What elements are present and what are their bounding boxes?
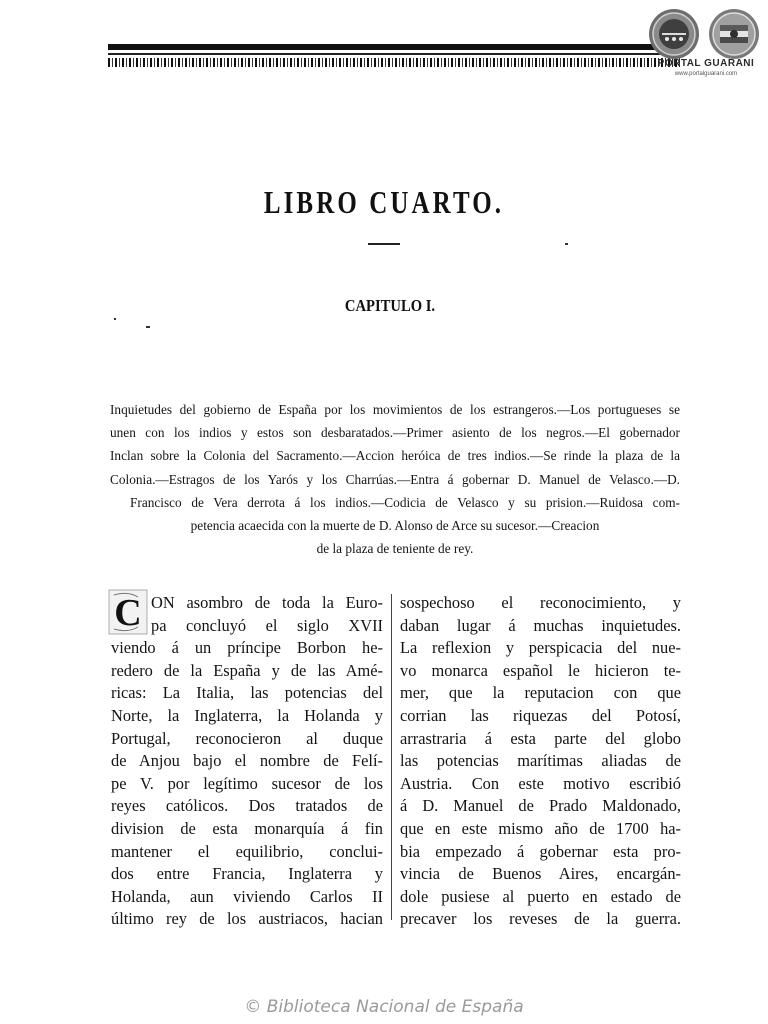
logo-caption: PORTAL GUARANI xyxy=(657,58,755,69)
body-line: daban lugar á muchas inquietudes. xyxy=(400,615,681,635)
body-line: dos entre Francia, Inglaterra y xyxy=(111,864,383,884)
column-divider xyxy=(391,594,392,920)
summary-line: de la plaza de teniente de rey. xyxy=(316,541,474,557)
body-line: Austria. Con este motivo escribió xyxy=(400,773,681,793)
body-line: último rey de los austriacos, hacian xyxy=(111,909,383,929)
body-line: vincia de Buenos Aires, encargán- xyxy=(400,864,681,884)
summary-line: Francisco de Vera derrota á los indios.—Codicia de Velasco y su prision.—Ruidosa com- xyxy=(130,494,680,510)
print-speck xyxy=(114,318,116,320)
body-line: de Anjou bajo el nombre de Felí- xyxy=(111,751,383,771)
body-line: corrian las riquezas del Potosí, xyxy=(400,705,681,725)
body-line: pa concluyó el siglo XVII xyxy=(151,615,383,635)
body-line: Norte, la Inglaterra, la Holanda y xyxy=(111,705,383,725)
chapter-title: CAPITULO I. xyxy=(344,296,436,315)
header-rule-thin xyxy=(108,53,680,55)
paraguay-seal-logo xyxy=(708,8,760,60)
body-line: reyes católicos. Dos tratados de xyxy=(111,796,383,816)
body-line: las potencias marítimas aliadas de xyxy=(400,751,681,771)
summary-line: petencia acaecida con la muerte de D. Alonso de Arce su sucesor.—Creacion xyxy=(190,518,600,534)
print-speck xyxy=(146,326,150,328)
body-line: viendo á un príncipe Borbon he- xyxy=(111,638,383,658)
chapter-summary xyxy=(110,398,680,560)
header-rule-thick xyxy=(108,44,680,50)
body-line: dole pusiese al puerto en estado de xyxy=(400,886,681,906)
body-line: precaver los reveses de la guerra. xyxy=(400,909,681,929)
portal-guarani-seal-logo xyxy=(648,8,700,60)
logo-url: www.portalguarani.com xyxy=(674,71,738,77)
body-line: redero de la España y de las Amé- xyxy=(111,660,383,680)
title-divider xyxy=(368,243,400,245)
right-text-column xyxy=(400,592,681,931)
book-title: LIBRO CUARTO. xyxy=(263,184,505,220)
body-line: La reflexion y perspicacia del nue- xyxy=(400,638,681,658)
body-line: Portugal, reconocieron al duque xyxy=(111,728,383,748)
body-line: division de esta monarquía á fin xyxy=(111,818,383,838)
header-ornamental-rule xyxy=(108,44,680,70)
header-rule-pattern xyxy=(108,58,680,67)
body-line: ON asombro de toda la Euro- xyxy=(151,593,383,612)
body-line: bia empezado á gobernar esta pro- xyxy=(400,841,681,861)
summary-line: Inclan sobre la Colonia del Sacramento.—Accion heróica de tres indios.—Se rinde la plaza de la xyxy=(110,448,680,464)
summary-line: Inquietudes del gobierno de España por los movimientos de los estrangeros.—Los portugueses se xyxy=(110,402,680,417)
body-line: ricas: La Italia, las potencias del xyxy=(111,683,383,703)
body-line: que en este mismo año de 1700 ha- xyxy=(400,818,681,838)
summary-line: Colonia.—Estragos de los Yarós y los Charrúas.—Entra á gobernar D. Manuel de Velasco.—D. xyxy=(110,471,680,487)
library-watermark-footer: © Biblioteca Nacional de España xyxy=(244,997,524,1017)
drop-cap-letter: C xyxy=(114,592,142,634)
body-line: mantener el equilibrio, conclui- xyxy=(111,841,383,861)
body-line: sospechoso el reconocimiento, y xyxy=(400,593,681,612)
body-line: vo monarca español le hicieron te- xyxy=(400,660,681,680)
summary-line: unen con los indios y estos son desbaratados.—Primer asiento de los negros.—El gobernador xyxy=(110,425,680,441)
body-line: mer, que la reputacion con que xyxy=(400,683,681,703)
print-speck xyxy=(565,243,568,245)
body-line: Holanda, aun viviendo Carlos II xyxy=(111,886,383,906)
body-line: arrastraria á esta parte del globo xyxy=(400,728,681,748)
body-line: pe V. por legítimo sucesor de los xyxy=(111,773,383,793)
left-text-column xyxy=(111,592,383,931)
body-line: á D. Manuel de Prado Maldonado, xyxy=(400,796,681,816)
